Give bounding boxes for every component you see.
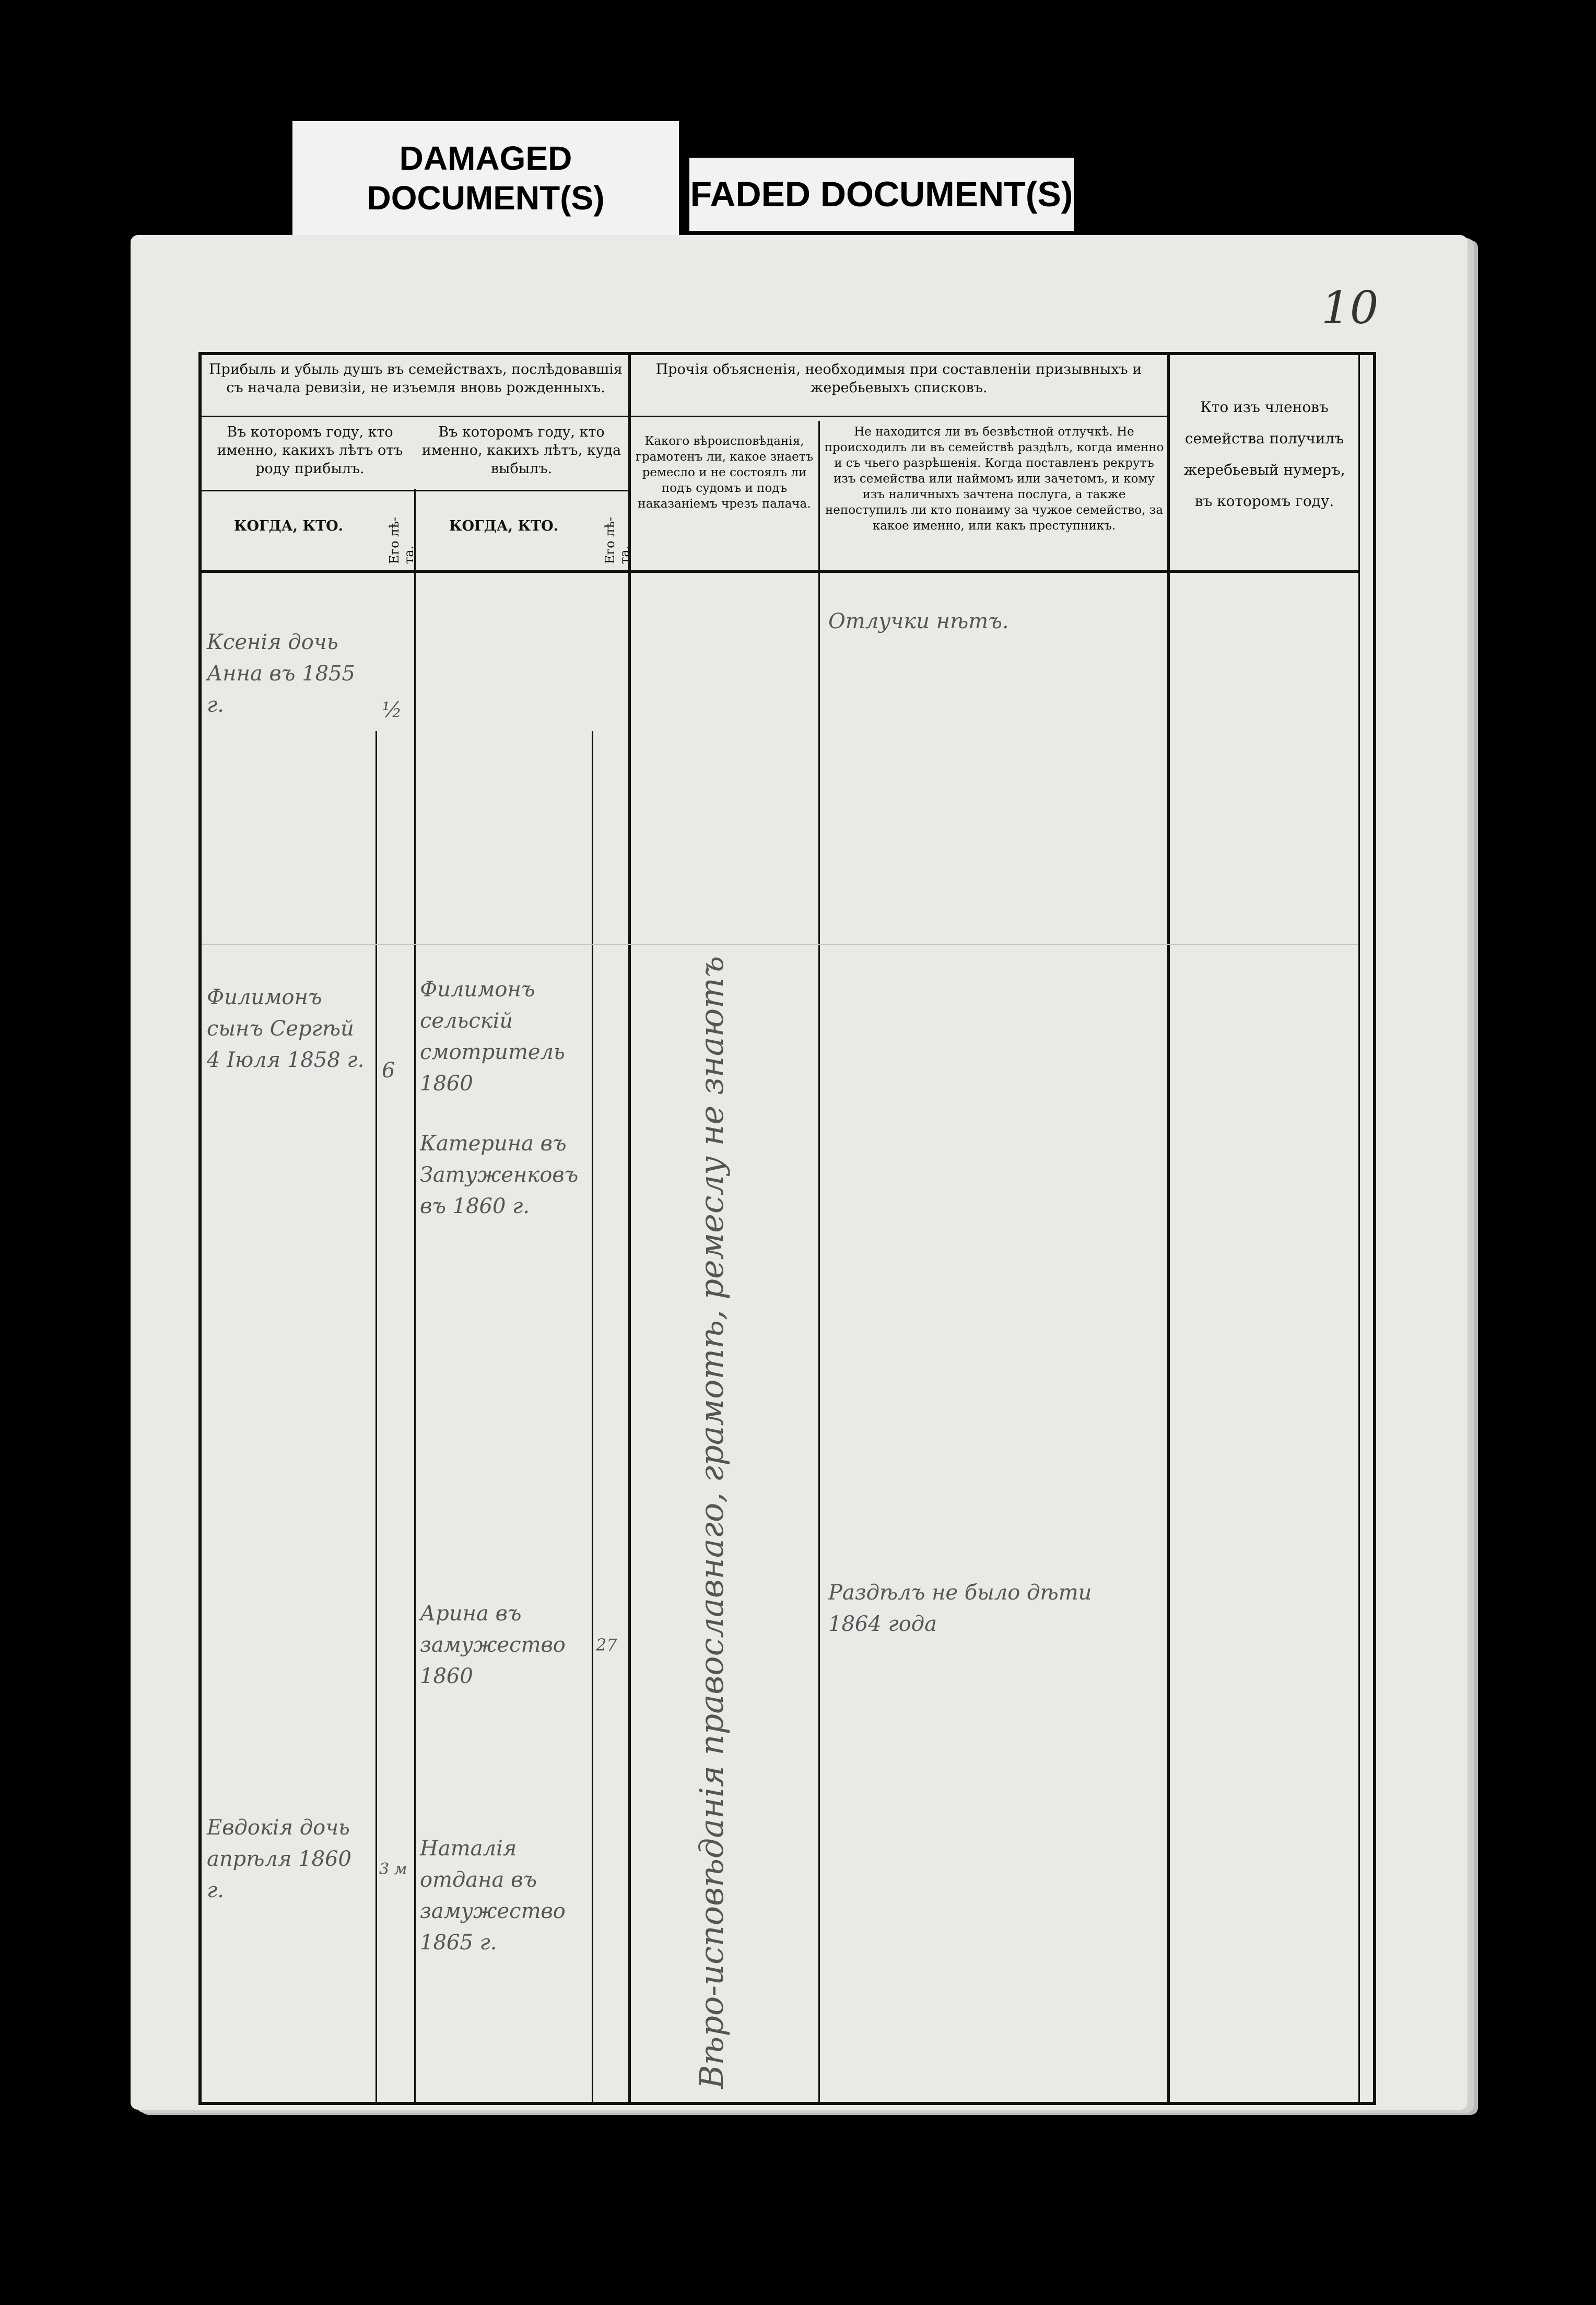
entry-arrived-2: Филимонъ сынъ Сергѣй 4 Іюля 1858 г.: [207, 985, 365, 1072]
entry-absence-2: Раздѣлъ не было дѣти 1864 года: [828, 1581, 1092, 1636]
col-line: [592, 731, 593, 2102]
header-religion: Какого вѣроисповѣданія, грамотенъ ли, какое знаетъ ремесло и не состоялъ ли подъ судомъ и подъ наказаніемъ чрезъ палача.: [635, 434, 814, 511]
entry-religion-vertical: Вѣро-исповѣданія православнаго, грамотѣ, ремеслу не знаютъ: [693, 956, 731, 2089]
entry-departed-4: Арина въ замужество 1860: [420, 1602, 566, 1688]
row-line: [202, 490, 628, 491]
header-age-1: Его лѣ-та.: [387, 517, 416, 564]
entry-arrived-5: Евдокія дочь апрѣля 1860 г.: [207, 1816, 351, 1902]
row-line: [202, 416, 628, 417]
census-table: [198, 352, 1376, 2105]
header-group2: Прочія объясненія, необходимыя при составленіи призывныхъ и жеребьевыхъ списковъ.: [655, 361, 1142, 396]
row-line: [628, 416, 1167, 417]
entry-age-1: ½: [382, 698, 402, 722]
col-line: [628, 355, 631, 2102]
col-line: [1167, 355, 1170, 2102]
header-group1: Прибыль и убыль душъ въ семействахъ, послѣдовавшія съ начала ревизіи, не изъемля вновь рожденныхъ.: [209, 361, 623, 396]
entry-departed-2: Филимонъ сельскій смотритель 1860: [420, 978, 565, 1096]
header-age-2: Его лѣ-та.: [603, 517, 632, 564]
header-lot: Кто изъ членовъ семейства получилъ жеребьевый нумеръ, въ которомъ году.: [1183, 398, 1345, 510]
damaged-document-label: DAMAGED DOCUMENT(S): [292, 121, 679, 235]
header-bottom-line: [202, 570, 1358, 573]
header-arrived: Въ которомъ году, кто именно, какихъ лѣтъ отъ роду прибылъ.: [217, 424, 403, 477]
entry-departed-3: Катерина въ Затуженковъ въ 1860 г.: [420, 1132, 579, 1218]
col-line: [375, 731, 377, 2102]
row-line: [202, 944, 1358, 945]
entry-age-4: 27: [596, 1635, 617, 1655]
col-line: [414, 489, 416, 2102]
header-absence: Не находится ли въ безвѣстной отлучкѣ. Не происходилъ ли въ семействѣ раздѣлъ, когда именно и съ чьего разрѣшенія. Когда поставленъ рекрутъ изъ семейства или наймомъ или зачетомъ, и кому изъ наличныхъ зачтена послуга, а также непоступилъ ли кто понаиму за чужое семейство, за какое именно, или какъ преступникъ.: [824, 425, 1164, 533]
header-when-who-1: КОГДА, КТО.: [233, 518, 344, 534]
header-when-who-2: КОГДА, КТО.: [449, 518, 559, 534]
entry-arrived-1: Ксенія дочь Анна въ 1855 г.: [207, 630, 356, 717]
col-line: [818, 421, 820, 2102]
entry-age-2: 6: [382, 1059, 395, 1083]
col-line: [1358, 355, 1360, 2102]
faded-document-label: FADED DOCUMENT(S): [689, 158, 1074, 231]
entry-age-5: 3 м: [379, 1860, 407, 1878]
header-departed: Въ которомъ году, кто именно, какихъ лѣтъ, куда выбылъ.: [421, 424, 621, 477]
page-number: 10: [1321, 282, 1379, 334]
entry-departed-5: Наталія отдана въ замужество 1865 г.: [420, 1837, 566, 1955]
entry-absence-1: Отлучки нѣтъ.: [828, 609, 1009, 633]
